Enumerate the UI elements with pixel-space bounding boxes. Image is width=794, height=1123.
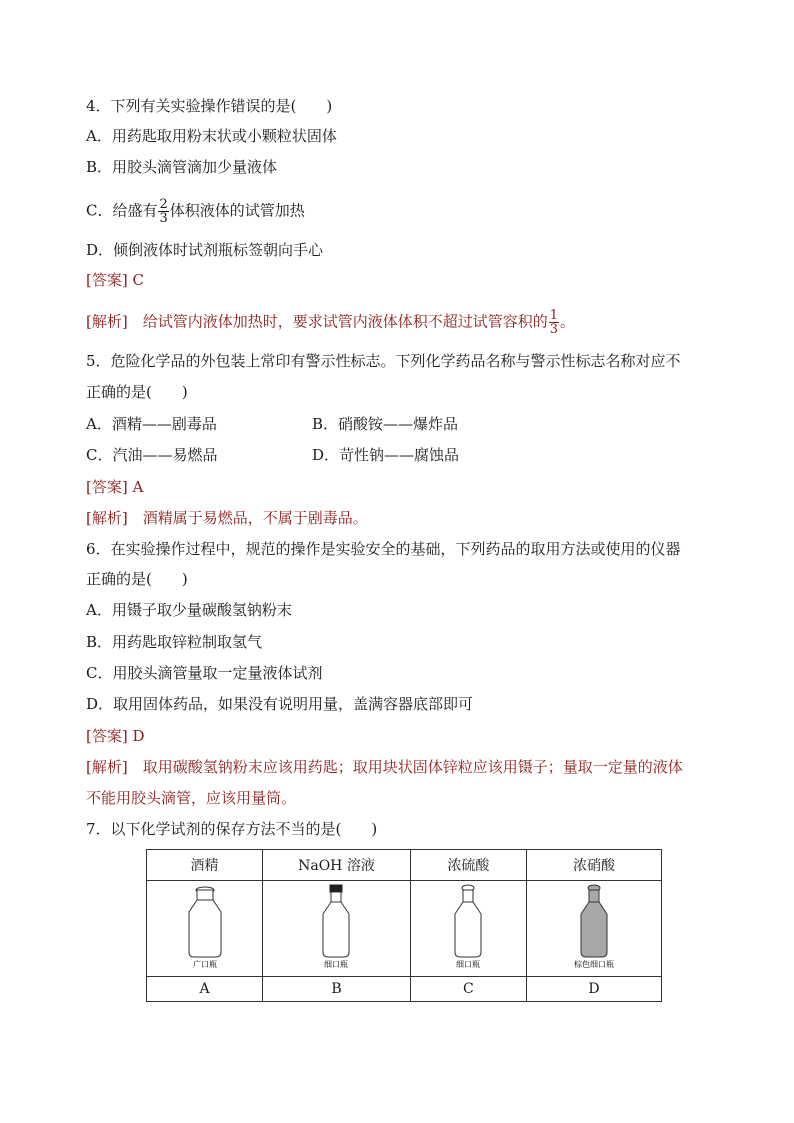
- q6-option-c: C．用胶头滴管量取一定量液体试剂: [86, 664, 323, 682]
- bottle-table: [146, 849, 662, 1002]
- q6-option-d: D．取用固体药品，如果没有说明用量，盖满容器底部即可: [86, 695, 474, 713]
- option-letter-cell: C: [410, 977, 526, 1002]
- q5-stem-line2: 正确的是( ): [86, 383, 188, 401]
- q4-stem: 4．下列有关实验操作错误的是( ): [86, 97, 333, 115]
- q4-analysis: [86, 309, 575, 336]
- fraction: [158, 198, 168, 225]
- option-letter-cell: A: [147, 977, 263, 1002]
- q5-option-c: C．汽油——易燃品: [86, 446, 218, 464]
- header-cell: 酒精: [147, 850, 263, 881]
- q6-stem-line1: 6．在实验操作过程中，规范的操作是实验安全的基础，下列药品的取用方法或使用的仪器: [86, 540, 681, 558]
- narrow-mouth-bottle-icon: [438, 882, 498, 972]
- q7-stem: 7．以下化学试剂的保存方法不当的是( ): [86, 820, 378, 838]
- bottle-label: 广口瓶: [192, 959, 217, 969]
- bottle-cell-d: [526, 881, 661, 977]
- q5-stem-line1: 5．危险化学品的外包装上常印有警示性标志。下列化学药品名称与警示性标志名称对应不: [86, 352, 681, 370]
- bottle-cell-b: [263, 881, 411, 977]
- q4-option-d: D．倾倒液体时试剂瓶标签朝向手心: [86, 241, 324, 259]
- header-cell: 浓硝酸: [526, 850, 661, 881]
- q4-option-b: B．用胶头滴管滴加少量液体: [86, 158, 278, 176]
- q5-analysis: [解析] 酒精属于易燃品，不属于剧毒品。: [86, 509, 368, 527]
- q6-option-b: B．用药匙取锌粒制取氢气: [86, 633, 263, 651]
- q4-answer: [答案] C: [86, 271, 144, 289]
- q4-option-c-pre: C．给盛有: [86, 201, 158, 220]
- bottle-label: 细口瓶: [324, 959, 349, 969]
- bottle-cell-c: [410, 881, 526, 977]
- option-letter-cell: D: [526, 977, 661, 1002]
- q5-answer: [答案] A: [86, 478, 144, 496]
- brown-narrow-mouth-bottle-icon: [559, 882, 629, 972]
- q4-option-a: A．用药匙取用粉末状或小颗粒状固体: [86, 127, 337, 145]
- q5-option-d: D．苛性钠——腐蚀品: [312, 446, 460, 464]
- fraction-numerator: 2: [159, 197, 168, 212]
- wide-mouth-bottle-icon: [175, 882, 235, 972]
- header-cell: NaOH 溶液: [263, 850, 411, 881]
- q6-option-a: A．用镊子取少量碳酸氢钠粉末: [86, 601, 292, 619]
- fraction: [549, 309, 559, 336]
- bottle-label: 细口瓶: [456, 959, 481, 969]
- q5-option-a: A．酒精——剧毒品: [86, 415, 217, 433]
- bottle-label: 棕色细口瓶: [573, 959, 614, 969]
- fraction-numerator: 1: [549, 308, 558, 323]
- q4-option-c: [86, 198, 305, 225]
- q4-option-c-post: 体积液体的试管加热: [169, 201, 305, 220]
- bottle-cell-a: [147, 881, 263, 977]
- q6-analysis-line1: [解析] 取用碳酸氢钠粉末应该用药匙；取用块状固体锌粒应该用镊子；量取一定量的液体: [86, 758, 683, 776]
- fraction-denominator: 3: [549, 322, 558, 337]
- header-cell: 浓硫酸: [410, 850, 526, 881]
- narrow-mouth-bottle-rubber-stopper-icon: [306, 882, 366, 972]
- q4-analysis-pre: [解析] 给试管内液体加热时，要求试管内液体体积不超过试管容积的: [86, 312, 548, 331]
- q5-option-b: B．硝酸铵——爆炸品: [312, 415, 459, 433]
- q6-stem-line2: 正确的是( ): [86, 570, 188, 588]
- q4-analysis-post: 。: [560, 312, 576, 331]
- q6-analysis-line2: 不能用胶头滴管，应该用量筒。: [86, 789, 297, 807]
- fraction-denominator: 3: [159, 211, 168, 226]
- q6-answer: [答案] D: [86, 727, 145, 745]
- option-letter-cell: B: [263, 977, 411, 1002]
